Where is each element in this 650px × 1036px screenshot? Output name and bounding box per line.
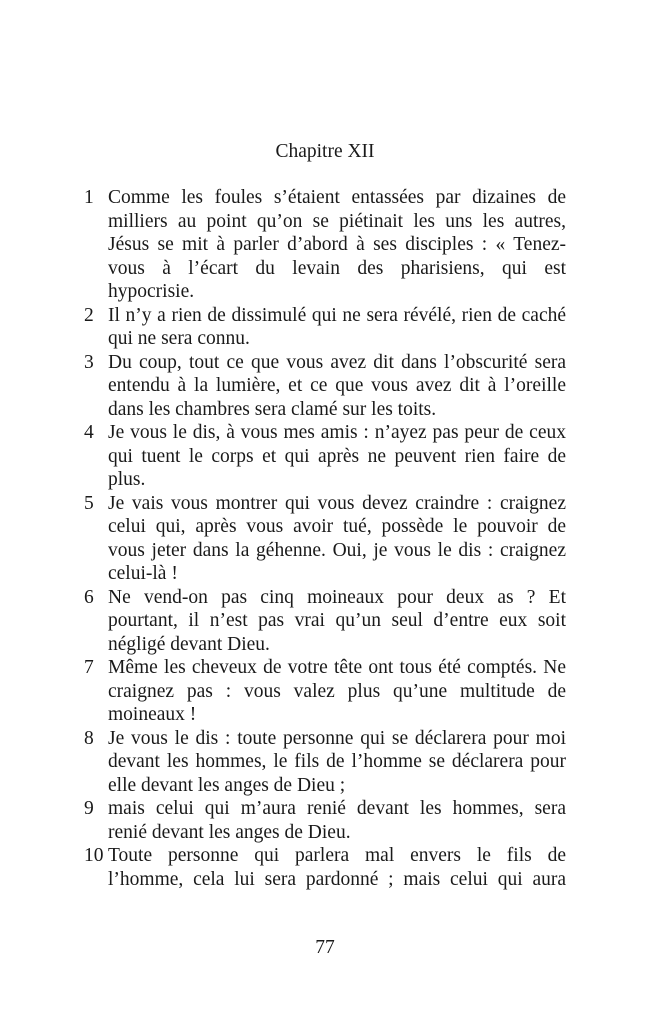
verse-line: Je vous le dis, à vous mes amis : n’ayez pas peur de ceux (108, 422, 566, 443)
verse-line: hypocrisie. (108, 281, 195, 302)
verse-number: 4 (84, 422, 94, 443)
verse (84, 492, 566, 586)
verse-line: Comme les foules s’étaient entassées par dizaines de (108, 187, 566, 208)
chapter-title: Chapitre XII (275, 141, 375, 162)
verse-line: Je vous le dis : toute personne qui se déclarera pour moi (108, 727, 566, 749)
verse-line: craignez pas : vous valez plus qu’une multitude de (108, 680, 566, 702)
verse-line: devant les hommes, le fils de l’homme se déclarera pour (108, 751, 566, 772)
verse-line: vous jeter dans la géhenne. Oui, je vous le dis : craignez (108, 539, 566, 561)
verse-list (84, 186, 566, 891)
verse-line: elle devant les anges de Dieu ; (108, 774, 346, 796)
verse-line: moineaux ! (108, 704, 197, 725)
verse-line: qui tuent le corps et qui après ne peuvent rien faire de (108, 445, 566, 467)
verse-line: milliers au point qu’on se piétinait les uns les autres, (108, 210, 566, 232)
verse-number: 7 (84, 657, 94, 678)
verse-number: 3 (84, 351, 94, 373)
verse (84, 304, 566, 351)
verse-line: entendu à la lumière, et ce que vous avez dit à l’oreille (108, 375, 566, 396)
verse-number: 10 (84, 845, 104, 866)
verse-line: Il n’y a rien de dissimulé qui ne sera révélé, rien de caché (108, 304, 566, 326)
verse-line: renié devant les anges de Dieu. (108, 821, 351, 843)
verse-number: 5 (84, 492, 94, 514)
verse (84, 797, 566, 844)
verse-line: Ne vend-on pas cinq moineaux pour deux as ? Et (108, 586, 566, 608)
verse-line: Du coup, tout ce que vous avez dit dans l’obscurité sera (108, 351, 566, 373)
verse-line: Toute personne qui parlera mal envers le fils de (108, 845, 566, 866)
verse-line: Même les cheveux de votre tête ont tous été comptés. Ne (108, 657, 566, 678)
verse-line: vous à l’écart du levain des pharisiens, qui est (108, 257, 566, 279)
verse-line: qui ne sera connu. (108, 328, 250, 349)
verse-number: 6 (84, 586, 94, 608)
verse (84, 421, 566, 492)
verse-line: Je vais vous montrer qui vous devez craindre : craignez (108, 492, 566, 514)
verse (84, 586, 566, 657)
verse-line: Jésus se mit à parler d’abord à ses disciples : « Tenez- (108, 234, 566, 255)
verse (84, 844, 566, 891)
verse-line: celui-là ! (108, 563, 178, 584)
verse-number: 8 (84, 727, 94, 749)
verse-number: 2 (84, 304, 94, 326)
verse-line: mais celui qui m’aura renié devant les hommes, sera (108, 798, 566, 819)
verse-number: 9 (84, 798, 94, 819)
verse-line: l’homme, cela lui sera pardonné ; mais celui qui aura (108, 868, 566, 890)
verse-line: pourtant, il n’est pas vrai qu’un seul d’entre eux soit (108, 610, 566, 631)
verse-line: négligé devant Dieu. (108, 633, 270, 655)
verse-line: dans les chambres sera clamé sur les toits. (108, 398, 437, 420)
verse-line: celui qui, après vous avoir tué, possède le pouvoir de (108, 516, 566, 537)
verse-line: plus. (108, 469, 146, 490)
verse (84, 186, 566, 304)
verse (84, 727, 566, 798)
verse-number: 1 (84, 187, 94, 208)
verse (84, 351, 566, 422)
verse (84, 656, 566, 727)
page-number: 77 (315, 937, 335, 958)
